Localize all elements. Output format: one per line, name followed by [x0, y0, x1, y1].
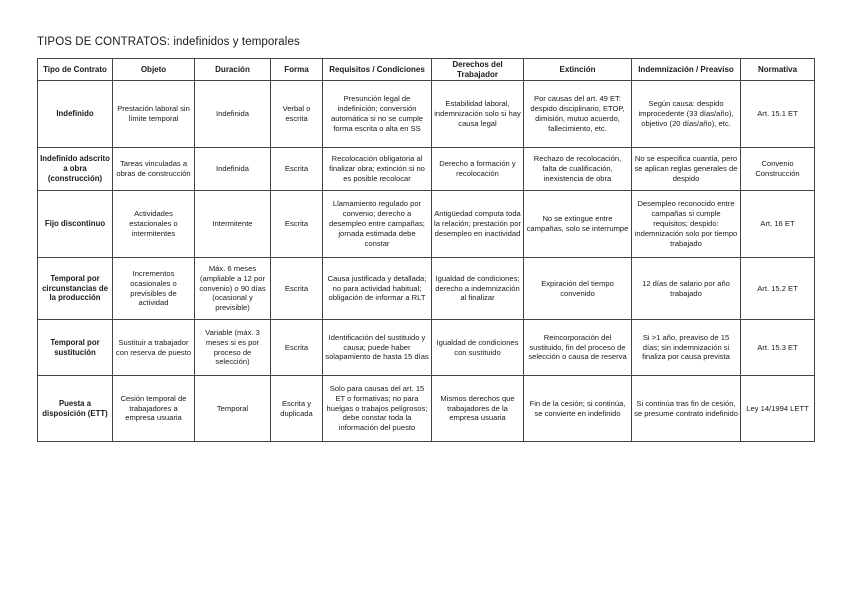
cell-duracion: Variable (máx. 3 meses si es por proceso de selección) — [195, 320, 271, 376]
cell-tipo: Temporal por sustitución — [38, 320, 113, 376]
cell-requisitos: Causa justificada y detallada; no para actividad habitual; obligación de informar a RLT — [323, 258, 432, 320]
header-requisitos: Requisitos / Condiciones — [323, 59, 432, 81]
header-indemnizacion: Indemnización / Preaviso — [632, 59, 741, 81]
cell-extincion: Fin de la cesión; si continúa, se convierte en indefinido — [524, 376, 632, 442]
cell-requisitos: Solo para causas del art. 15 ET o formativas; no para huelgas o trabajos peligrosos; debe constar toda la información del puesto — [323, 376, 432, 442]
cell-derechos: Derecho a formación y recolocación — [432, 148, 524, 191]
cell-forma: Escrita — [271, 320, 323, 376]
cell-tipo: Fijo discontinuo — [38, 191, 113, 258]
cell-objeto: Incrementos ocasionales o previsibles de actividad — [113, 258, 195, 320]
cell-extincion: No se extingue entre campañas, solo se interrumpe — [524, 191, 632, 258]
table-row — [38, 81, 815, 148]
table-row — [38, 148, 815, 191]
cell-tipo: Indefinido — [38, 81, 113, 148]
cell-objeto: Actividades estacionales o intermitentes — [113, 191, 195, 258]
cell-tipo: Temporal por circunstancias de la producción — [38, 258, 113, 320]
cell-normativa: Art. 15.3 ET — [741, 320, 815, 376]
cell-duracion: Máx. 6 meses (ampliable a 12 por convenio) o 90 días (ocasional y previsible) — [195, 258, 271, 320]
cell-forma: Escrita — [271, 148, 323, 191]
cell-derechos: Antigüedad computa toda la relación; prestación por desempleo en inactividad — [432, 191, 524, 258]
table-row — [38, 191, 815, 258]
header-tipo-contrato: Tipo de Contrato — [38, 59, 113, 81]
cell-derechos: Estabilidad laboral, indemnización solo si hay causa legal — [432, 81, 524, 148]
cell-normativa: Convenio Construcción — [741, 148, 815, 191]
cell-forma: Escrita — [271, 258, 323, 320]
cell-normativa: Art. 15.1 ET — [741, 81, 815, 148]
cell-tipo: Puesta a disposición (ETT) — [38, 376, 113, 442]
cell-duracion: Intermitente — [195, 191, 271, 258]
cell-indemnizacion: Si >1 año, preaviso de 15 días; sin indemnización si finaliza por causa prevista — [632, 320, 741, 376]
table-row — [38, 376, 815, 442]
cell-requisitos: Llamamiento regulado por convenio; derecho a desempleo entre campañas; jornada estimada debe constar — [323, 191, 432, 258]
cell-derechos: Igualdad de condiciones con sustituido — [432, 320, 524, 376]
cell-duracion: Indefinida — [195, 81, 271, 148]
cell-indemnizacion: No se especifica cuantía, pero se aplican reglas generales de despido — [632, 148, 741, 191]
cell-requisitos: Recolocación obligatoria al finalizar obra; extinción si no es posible recolocar — [323, 148, 432, 191]
header-duracion: Duración — [195, 59, 271, 81]
cell-duracion: Indefinida — [195, 148, 271, 191]
cell-forma: Verbal o escrita — [271, 81, 323, 148]
cell-objeto: Tareas vinculadas a obras de construcción — [113, 148, 195, 191]
cell-duracion: Temporal — [195, 376, 271, 442]
cell-normativa: Art. 16 ET — [741, 191, 815, 258]
cell-extincion: Reincorporación del sustituido, fin del proceso de selección o causa de reserva — [524, 320, 632, 376]
cell-tipo: Indefinido adscrito a obra (construcción) — [38, 148, 113, 191]
header-row — [38, 59, 815, 81]
cell-indemnizacion: Según causa: despido improcedente (33 días/año), objetivo (20 días/año), etc. — [632, 81, 741, 148]
header-extincion: Extinción — [524, 59, 632, 81]
cell-indemnizacion: 12 días de salario por año trabajado — [632, 258, 741, 320]
header-derechos: Derechos del Trabajador — [432, 59, 524, 81]
cell-extincion: Expiración del tiempo convenido — [524, 258, 632, 320]
contracts-table — [37, 58, 815, 442]
cell-extincion: Rechazo de recolocación, falta de cualificación, inexistencia de obra — [524, 148, 632, 191]
cell-forma: Escrita y duplicada — [271, 376, 323, 442]
cell-derechos: Mismos derechos que trabajadores de la empresa usuaria — [432, 376, 524, 442]
header-forma: Forma — [271, 59, 323, 81]
cell-normativa: Ley 14/1994 LETT — [741, 376, 815, 442]
cell-indemnizacion: Si continúa tras fin de cesión, se presume contrato indefinido — [632, 376, 741, 442]
cell-normativa: Art. 15.2 ET — [741, 258, 815, 320]
cell-objeto: Sustituir a trabajador con reserva de puesto — [113, 320, 195, 376]
cell-derechos: Igualdad de condiciones; derecho a indemnización al finalizar — [432, 258, 524, 320]
cell-objeto: Cesión temporal de trabajadores a empresa usuaria — [113, 376, 195, 442]
page-title: TIPOS DE CONTRATOS: indefinidos y temporales — [37, 36, 300, 48]
cell-requisitos: Identificación del sustituido y causa; puede haber solapamiento de hasta 15 días — [323, 320, 432, 376]
header-objeto: Objeto — [113, 59, 195, 81]
cell-requisitos: Presunción legal de indefinición; conversión automática si no se cumple forma escrita o alta en SS — [323, 81, 432, 148]
cell-objeto: Prestación laboral sin límite temporal — [113, 81, 195, 148]
table-row — [38, 258, 815, 320]
cell-extincion: Por causas del art. 49 ET: despido disciplinario, ETOP, dimisión, mutuo acuerdo, fallecimiento, etc. — [524, 81, 632, 148]
header-normativa: Normativa — [741, 59, 815, 81]
cell-forma: Escrita — [271, 191, 323, 258]
table-row — [38, 320, 815, 376]
cell-indemnizacion: Desempleo reconocido entre campañas si cumple requisitos; despido: indemnización solo por tiempo trabajado — [632, 191, 741, 258]
